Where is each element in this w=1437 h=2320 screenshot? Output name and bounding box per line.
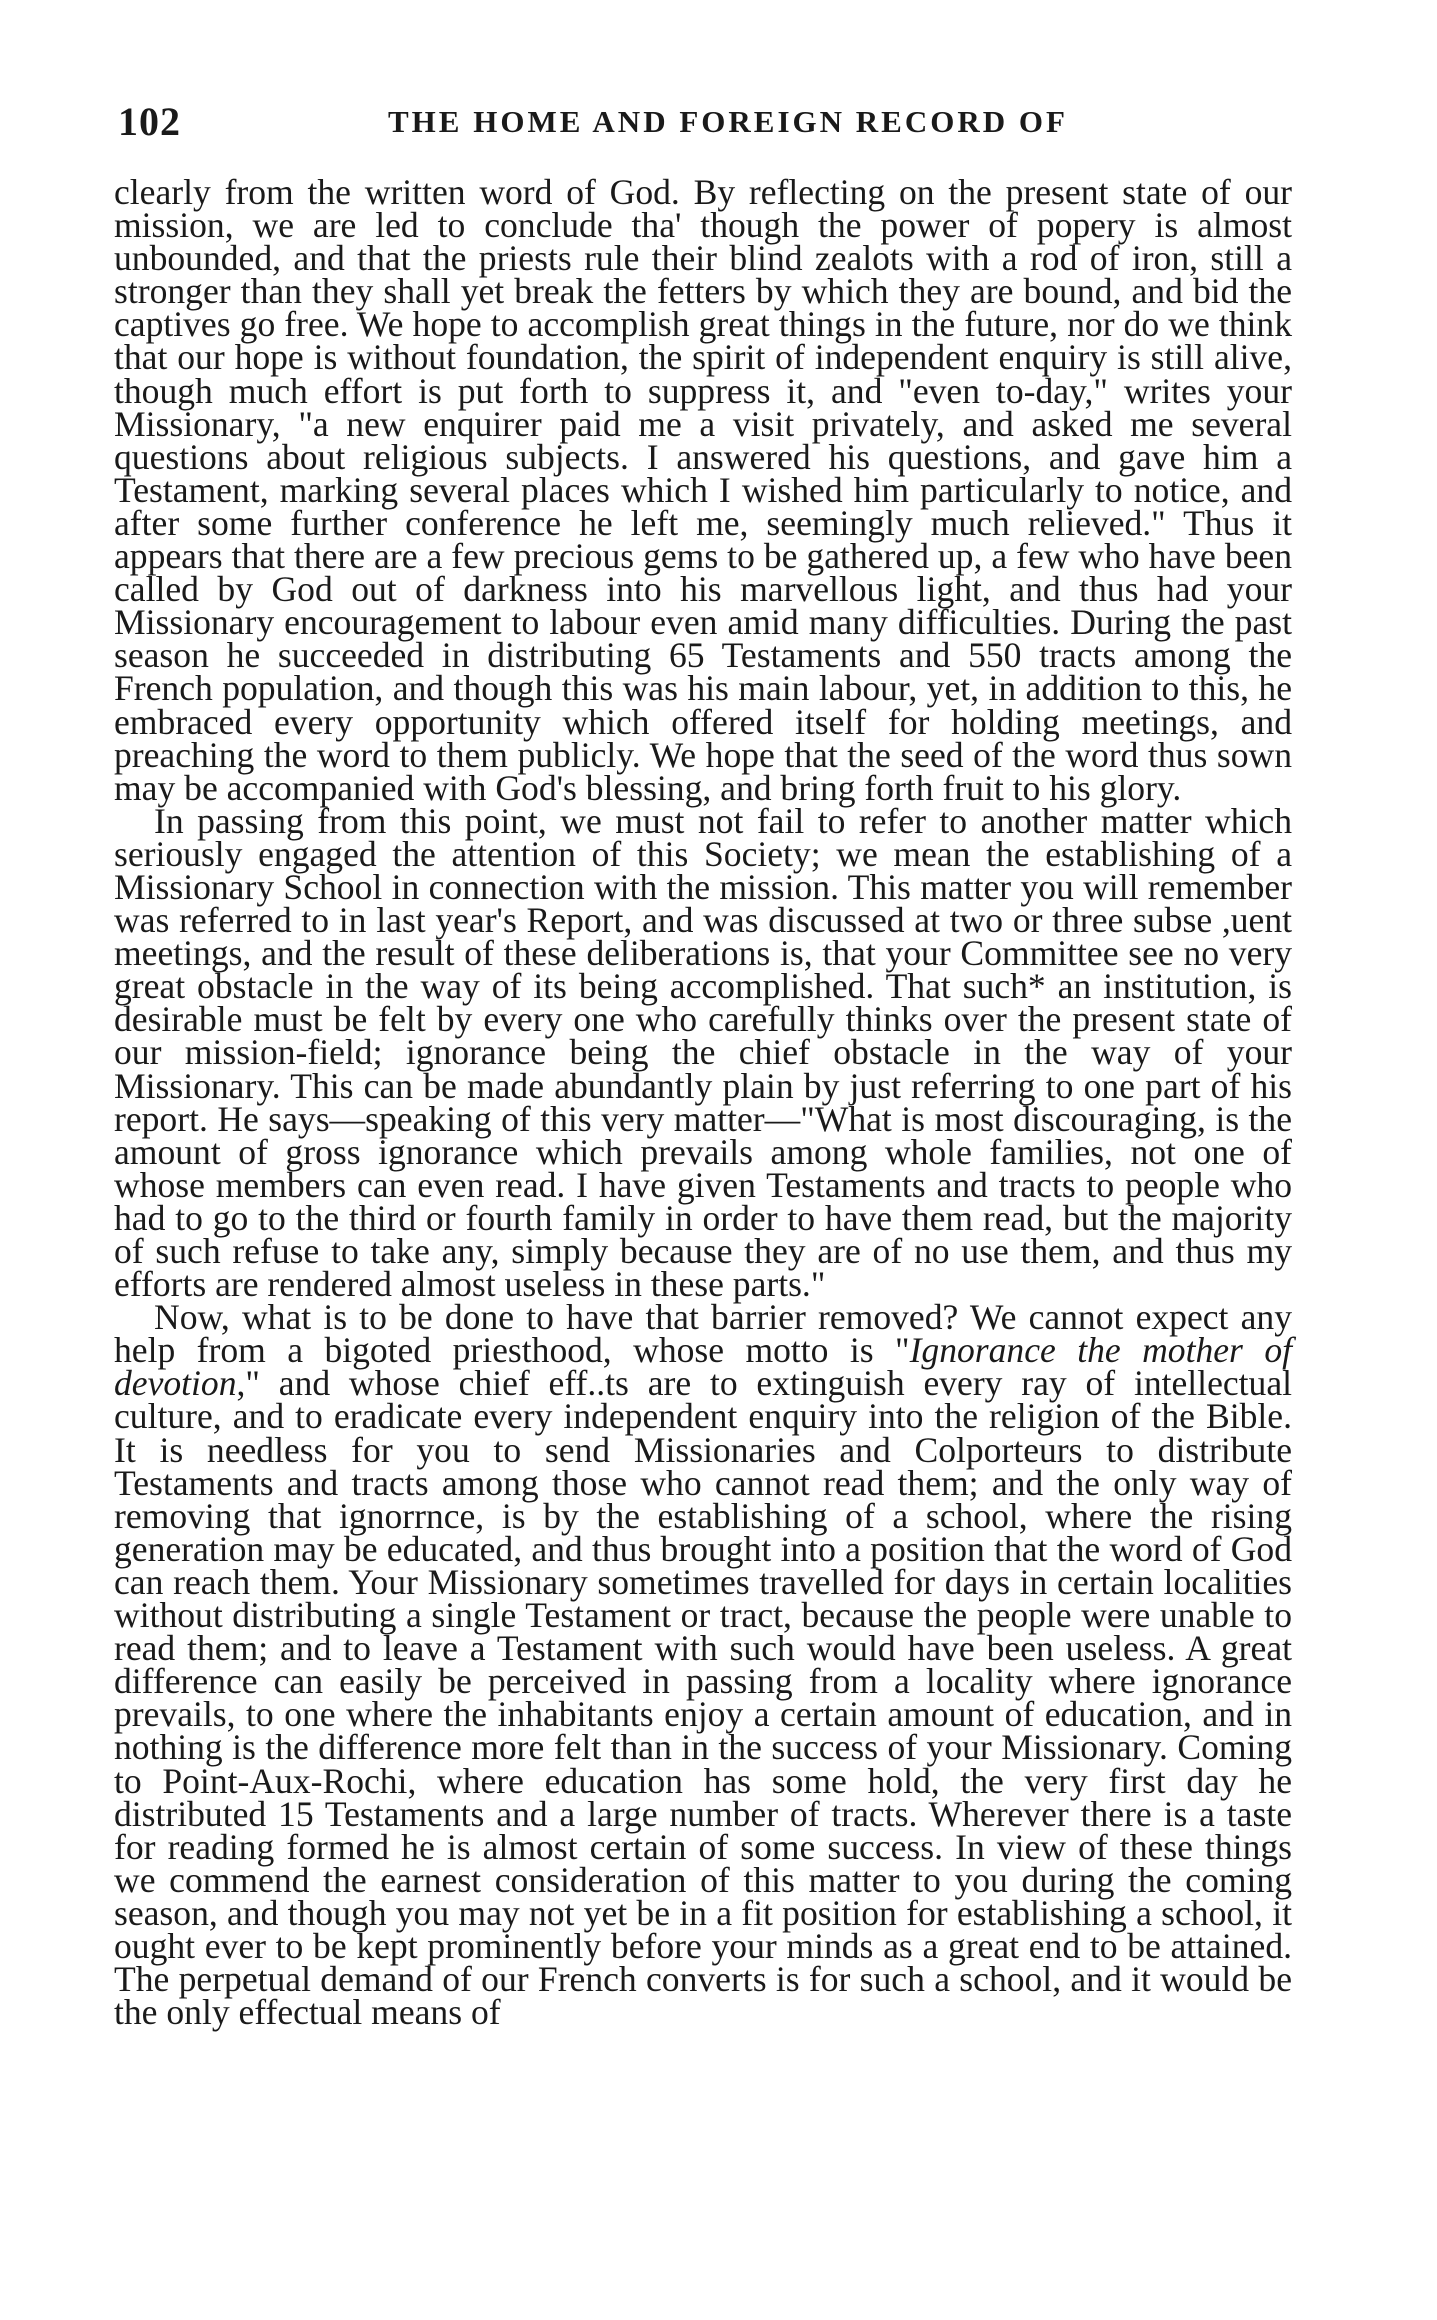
- paragraph-text-after-motto: ," and whose chief eff..ts are to extinguish every ray of intellectual culture, and to eradicate every independent enquiry into the religion of the Bible. It is needless for you to send Missionaries and Colporteurs to distribute Testaments and tracts among those who cannot read them; and the only way of removing that ignorrnce, is by the establishing of a school, where the rising generation may be educated, and thus brought into a position that the word of God can reach them. Your Missionary sometimes travelled for days in certain localities without distributing a single Testament or tract, because the people were unable to read them; and to leave a Testament with such would have been useless. A great difference can easily be perceived in passing from a locality where ignorance prevails, to one where the inhabitants enjoy a certain amount of education, and in nothing is the difference more felt than in the success of your Missionary. Coming to Point-Aux-Rochi, where education has some hold, the very first day he distributed 15 Testaments and a large number of tracts. Wherever there is a taste for reading formed he is almost certain of some success. In view of these things we commend the earnest consideration of this matter to you during the coming season, and though you may not yet be in a fit position for establishing a school, it ought ever to be kept prominently before your minds as a great end to be attained. The perpetual demand of our French converts is for such a school, and it would be the only effectual means of: [114, 1363, 1292, 2033]
- motto-italic: Ignorance the mother of devotion: [114, 1330, 1292, 1404]
- paragraph-text-before-motto: Now, what is to be done to have that barrier removed? We cannot expect any help from a bigoted priesthood, whose motto is ": [114, 1297, 1292, 1371]
- paragraph-removing-barrier: [114, 1297, 1292, 2033]
- page-number: 102: [118, 99, 181, 144]
- paragraph-missionary-school: In passing from this point, we must not fail to refer to another matter which seriously engaged the attention of this Society; we mean the establishing of a Missionary School in connection with the mission. This matter you will remember was referred to in last year's Report, and was discussed at two or three subse ,uent meetings, and the result of these deliberations is, that your Committee see no very great obstacle in the way of its being accomplished. That such* an institution, is desirable must be felt by every one who carefully thinks over the present state of our mission-field; ignorance being the chief obstacle in the way of your Missionary. This can be made abundantly plain by just referring to one part of his report. He says—speaking of this very matter—"What is most discouraging, is the amount of gross ignorance which prevails among whole families, not one of whose members can even read. I have given Testaments and tracts to people who had to go to the third or fourth family in order to have them read, but the majority of such refuse to take any, simply because they are of no use them, and thus my efforts are rendered almost useless in these parts.": [114, 800, 1292, 1305]
- body-text: [114, 172, 1292, 2033]
- paragraph-continued: clearly from the written word of God. By reflecting on the present state of our mission, we are led to conclude tha' though the power of popery is almost unbounded, and that the priests rule their blind zealots with a rod of iron, still a stronger than they shall yet break the fetters by which they are bound, and bid the captives go free. We hope to accomplish great things in the future, nor do we think that our hope is without foundation, the spirit of independent enquiry is still alive, though much effort is put forth to suppress it, and "even to-day," writes your Missionary, "a new enquirer paid me a visit privately, and asked me several questions about religious subjects. I answered his questions, and gave him a Testament, marking several places which I wished him particularly to notice, and after some further conference he left me, seemingly much relieved." Thus it appears that there are a few precious gems to be gathered up, a few who have been called by God out of darkness into his marvellous light, and thus had your Missionary encouragement to labour even amid many difficulties. During the past season he succeeded in distributing 65 Testaments and 550 tracts among the French population, and though this was his main labour, yet, in addition to this, he embraced every opportunity which offered itself for holding meetings, and preaching the word to them publicly. We hope that the seed of the word thus sown may be accompanied with God's blessing, and bring forth fruit to his glory.: [114, 172, 1292, 808]
- running-title: THE HOME AND FOREIGN RECORD OF: [388, 104, 1068, 139]
- running-header: [118, 98, 1318, 142]
